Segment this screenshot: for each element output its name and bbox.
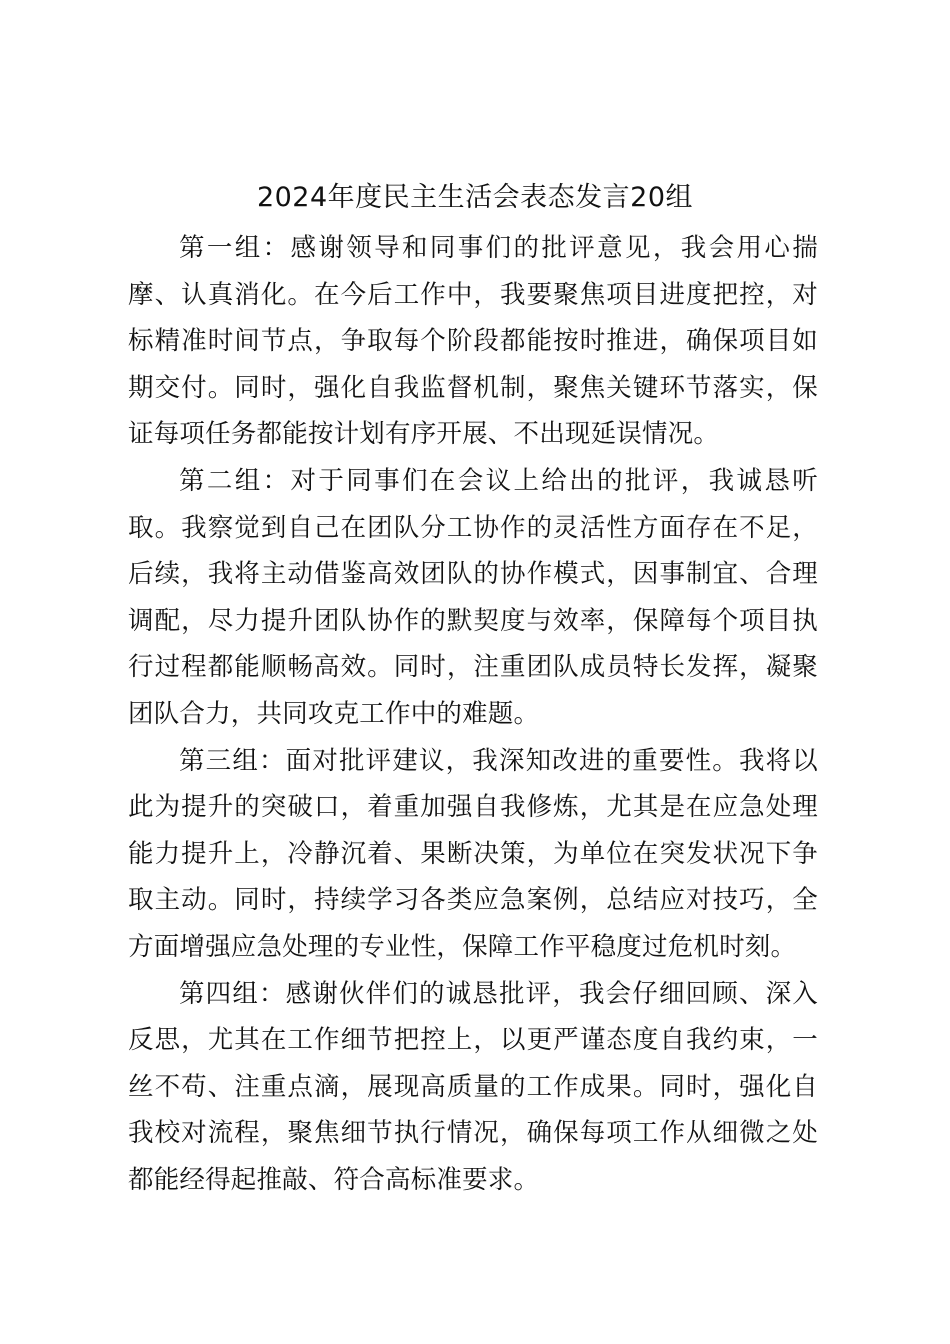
document-body	[128, 225, 818, 1203]
paragraph-group-2: 第二组：对于同事们在会议上给出的批评，我诚恳听取。我察觉到自己在团队分工协作的灵活性方面存在不足，后续，我将主动借鉴高效团队的协作模式，因事制宜、合理调配，尽力提升团队协作的默契度与效率，保障每个项目执行过程都能顺畅高效。同时，注重团队成员特长发挥，凝聚团队合力，共同攻克工作中的难题。	[128, 465, 818, 729]
paragraph-group-4: 第四组：感谢伙伴们的诚恳批评，我会仔细回顾、深入反思，尤其在工作细节把控上，以更严谨态度自我约束，一丝不苟、注重点滴，展现高质量的工作成果。同时，强化自我校对流程，聚焦细节执行情况，确保每项工作从细微之处都能经得起推敲、符合高标准要求。	[128, 978, 818, 1195]
document-title: 2024年度民主生活会表态发言20组	[256, 182, 694, 213]
paragraph-group-1: 第一组：感谢领导和同事们的批评意见，我会用心揣摩、认真消化。在今后工作中，我要聚焦项目进度把控，对标精准时间节点，争取每个阶段都能按时推进，确保项目如期交付。同时，强化自我监督机制，聚焦关键环节落实，保证每项任务都能按计划有序开展、不出现延误情况。	[128, 233, 818, 450]
paragraph-group-3: 第三组：面对批评建议，我深知改进的重要性。我将以此为提升的突破口，着重加强自我修炼，尤其是在应急处理能力提升上，冷静沉着、果断决策，为单位在突发状况下争取主动。同时，持续学习各类应急案例，总结应对技巧，全方面增强应急处理的专业性，保障工作平稳度过危机时刻。	[128, 745, 818, 962]
